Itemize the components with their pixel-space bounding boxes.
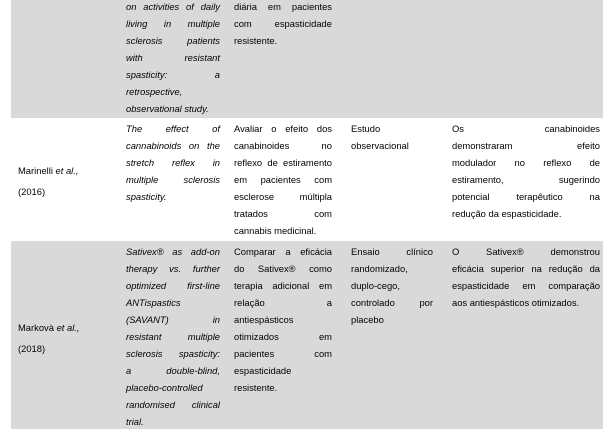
text-line: a double-blind, (126, 365, 220, 376)
text-line: spasticity. (126, 191, 167, 202)
text-line: Avaliar o efeito dos (234, 123, 332, 134)
text-line: terapia adicional em (234, 280, 332, 291)
study-objective (234, 0, 332, 49)
table-row (11, 0, 603, 118)
text-line: redução da espasticidade. (452, 208, 562, 219)
text-line: ANTispastics (126, 297, 181, 308)
text-line: do Sativex® como (234, 263, 332, 274)
text-line: diária em pacientes (234, 1, 332, 12)
text-line: therapy vs. further (126, 263, 220, 274)
text-line: placebo (351, 314, 384, 325)
text-line: modulador no reflexo de (452, 157, 600, 168)
citation-author: Markovà (18, 322, 54, 333)
text-line: randomizado, (351, 263, 408, 274)
text-line: Os canabinoides (452, 123, 600, 134)
citation-year: (2018) (18, 343, 46, 354)
text-line: Sativex® as add-on (126, 246, 220, 257)
text-line: resistant multiple (126, 331, 220, 342)
study-objective (234, 243, 332, 396)
text-line: The effect of (126, 123, 220, 134)
text-line: Ensaio clínico (351, 246, 433, 257)
citation-etal: et al., (56, 322, 80, 333)
text-line: canabinoides no (234, 140, 332, 151)
text-line: em pacientes com (234, 174, 332, 185)
citation-year: (2016) (18, 186, 46, 197)
study-objective (234, 120, 332, 239)
study-design (351, 120, 433, 154)
text-line: cannabis medicinal. (234, 225, 317, 236)
text-line: potencial terapêutico na (452, 191, 600, 202)
text-line: duplo-cego, (351, 280, 400, 291)
study-design (351, 243, 433, 328)
text-line: espasticidade (234, 365, 292, 376)
citation-etal: et al., (55, 165, 79, 176)
text-line: randomised clinical (126, 399, 220, 410)
text-line: resistente. (234, 35, 278, 46)
text-line: Comparar a eficácia (234, 246, 332, 257)
text-line: eficácia superior na redução da (452, 263, 600, 274)
text-line: relação a (234, 297, 332, 308)
text-line: placebo-controlled (126, 382, 203, 393)
text-line: pacientes com (234, 348, 332, 359)
text-line: with resistant (126, 52, 220, 63)
text-line: spasticity: a (126, 69, 220, 80)
study-title (126, 120, 220, 205)
text-line: Estudo (351, 123, 381, 134)
text-line: optimized first-line (126, 280, 220, 291)
study-result (452, 120, 600, 222)
text-line: estiramento, sugerindo (452, 174, 600, 185)
text-line: resistente. (234, 382, 278, 393)
study-title (126, 0, 220, 117)
text-line: O Sativex® demonstrou (452, 246, 600, 257)
text-line: otimizados em (234, 331, 332, 342)
table-row (11, 118, 603, 241)
text-line: sclerosis patients (126, 35, 220, 46)
text-line: antiespásticos (234, 314, 294, 325)
text-line: on activities of daily (126, 1, 220, 12)
text-line: observacional (351, 140, 409, 151)
text-line: cannabinoids on the (126, 140, 220, 151)
study-citation (18, 160, 114, 202)
text-line: espasticidade em comparação (452, 280, 600, 291)
text-line: esclerose múltipla (234, 191, 332, 202)
text-line: trial. (126, 416, 144, 427)
text-line: living in multiple (126, 18, 220, 29)
text-line: retrospective, (126, 86, 183, 97)
text-line: demonstraram efeito (452, 140, 600, 151)
study-result (452, 243, 600, 311)
study-citation (18, 317, 114, 359)
table-row (11, 241, 603, 429)
text-line: sclerosis spasticity: (126, 348, 220, 359)
text-line: (SAVANT) in (126, 314, 220, 325)
study-title (126, 243, 220, 430)
text-line: reflexo de estiramento (234, 157, 332, 168)
citation-author: Marinelli (18, 165, 53, 176)
text-line: multiple sclerosis (126, 174, 220, 185)
text-line: stretch reflex in (126, 157, 220, 168)
text-line: tratados com (234, 208, 332, 219)
text-line: aos antiespásticos otimizados. (452, 297, 580, 308)
text-line: observational study. (126, 103, 209, 114)
text-line: controlado por (351, 297, 433, 308)
text-line: com espasticidade (234, 18, 332, 29)
